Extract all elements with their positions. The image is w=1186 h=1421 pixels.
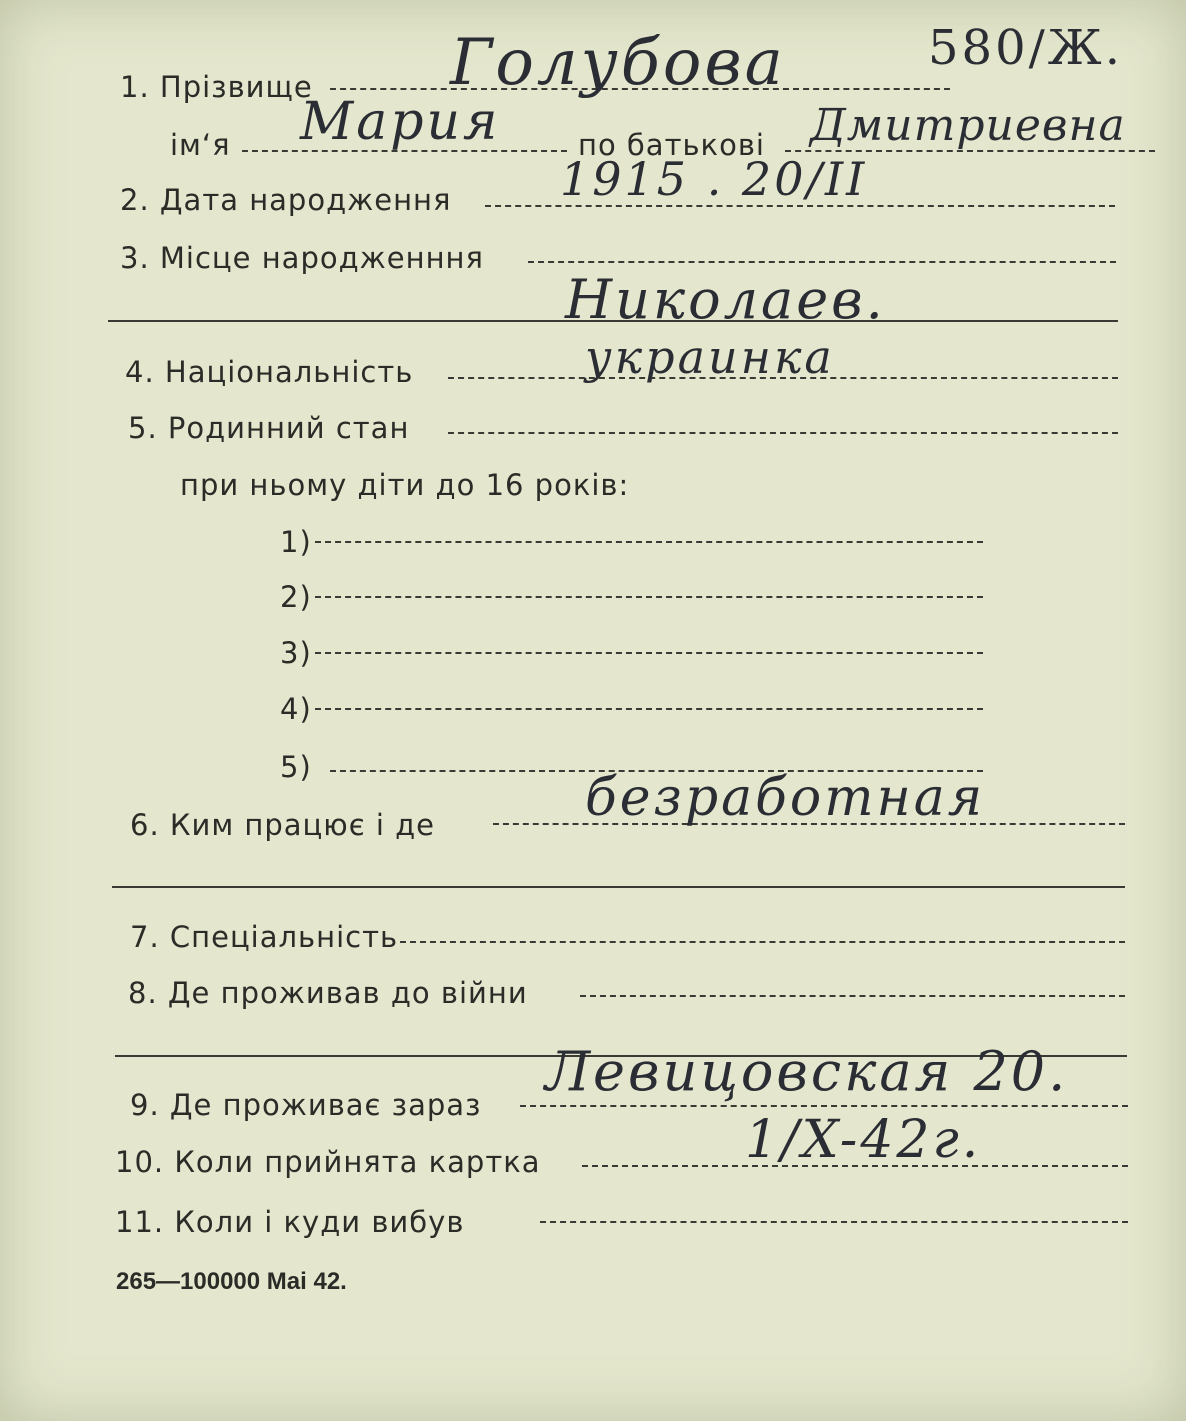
child-4-number: 4) — [280, 692, 312, 726]
card-number: 580/Ж. — [928, 20, 1123, 76]
label-patronymic: по батькові — [578, 128, 765, 162]
child-4-line — [315, 708, 983, 710]
name-value: Мария — [300, 92, 501, 152]
label-work: 6. Ким працює і де — [130, 808, 436, 842]
child-2-line — [315, 596, 983, 598]
child-5-number: 5) — [280, 750, 312, 784]
child-3-number: 3) — [280, 636, 312, 670]
label-name: ім‘я — [170, 128, 231, 162]
child-1-line — [315, 541, 983, 543]
label-departure: 11. Коли і куди вибув — [115, 1205, 465, 1239]
birth-place-value: Николаев. — [565, 268, 886, 331]
prewar-residence-line — [580, 995, 1125, 997]
nationality-value: украинка — [585, 330, 835, 384]
work-line-2 — [112, 886, 1125, 888]
patronymic-value: Дмитриевна — [810, 100, 1126, 151]
surname-value: Голубова — [450, 26, 786, 100]
label-specialty: 7. Спеціальність — [130, 920, 399, 954]
label-birth-place: 3. Місце народженння — [120, 241, 484, 275]
card-accepted-value: 1/X-42г. — [745, 1110, 982, 1170]
birth-place-line — [528, 261, 1116, 263]
label-birth-date: 2. Дата народження — [120, 183, 452, 217]
label-card-accepted: 10. Коли прийнята картка — [115, 1145, 541, 1179]
departure-line — [540, 1221, 1128, 1223]
current-residence-line — [520, 1105, 1128, 1107]
child-3-line — [315, 652, 983, 654]
child-1-number: 1) — [280, 525, 312, 559]
label-surname: 1. Прізвище — [120, 70, 313, 104]
label-current-residence: 9. Де проживає зараз — [130, 1088, 482, 1122]
label-prewar-residence: 8. Де проживав до війни — [128, 976, 528, 1010]
birth-date-value: 1915 . 20/II — [560, 152, 868, 206]
work-value: безработная — [585, 768, 986, 828]
print-code: 265—100000 Mai 42. — [116, 1268, 347, 1295]
marital-status-line — [448, 432, 1118, 434]
label-marital-status: 5. Родинний стан — [128, 411, 410, 445]
label-children: при ньому діти до 16 років: — [180, 468, 630, 502]
child-2-number: 2) — [280, 580, 312, 614]
current-residence-value: Левицовская 20. — [545, 1040, 1069, 1103]
specialty-line — [400, 941, 1125, 943]
label-nationality: 4. Національність — [125, 355, 414, 389]
